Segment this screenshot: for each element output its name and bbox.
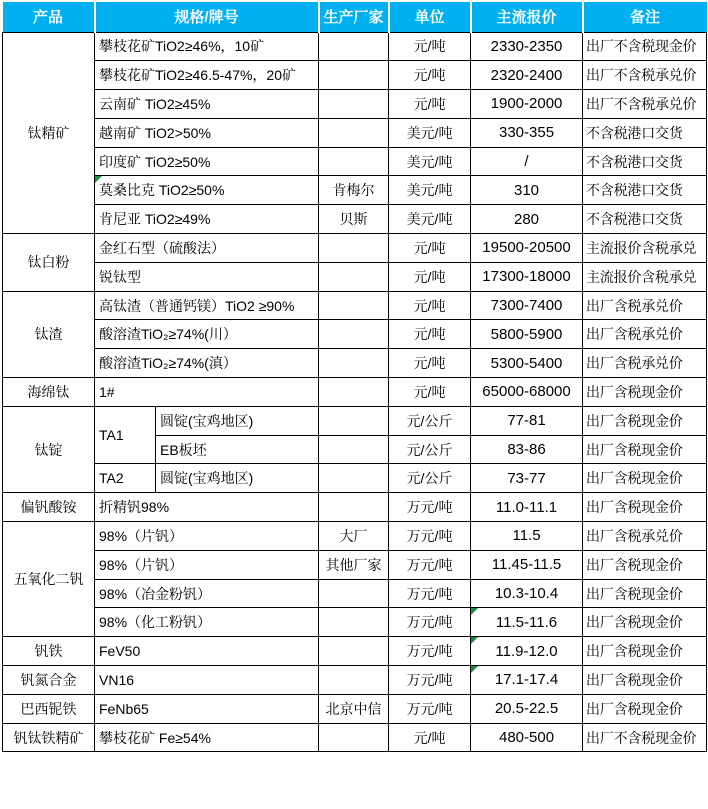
cell-text: 出厂不含税承兑价 [586,95,697,112]
unit-cell[interactable] [389,320,471,349]
price-cell[interactable] [471,262,583,291]
price-cell[interactable] [471,90,583,119]
cell-text: 元/吨 [413,239,446,256]
table-row [3,464,707,493]
cell-text: 元/公斤 [406,412,453,429]
cell-text: 元/吨 [413,67,446,84]
manufacturer-cell[interactable] [319,90,389,119]
spec-cell[interactable] [95,637,319,666]
table-row [3,90,707,119]
note-cell[interactable] [583,723,707,752]
cell-text: 钛锭 [34,441,63,458]
cell-text: 万元/吨 [406,614,453,631]
price-cell[interactable] [471,406,583,435]
cell-text: 元/吨 [413,729,446,746]
spec-cell[interactable] [156,435,319,464]
grade-cell[interactable] [95,464,156,493]
table-row [3,579,707,608]
table-row [3,522,707,551]
manufacturer-cell[interactable] [319,464,389,493]
price-cell[interactable] [471,205,583,234]
unit-cell[interactable] [389,637,471,666]
cell-text: 肯梅尔 [332,182,375,199]
cell-text: FeNb65 [99,700,149,717]
unit-cell[interactable] [389,349,471,378]
unit-cell[interactable] [389,406,471,435]
unit-cell[interactable] [389,32,471,61]
spec-cell[interactable] [95,205,319,234]
spec-cell[interactable] [95,608,319,637]
cell-text: 元/吨 [413,95,446,112]
comment-marker-icon [471,608,478,615]
table-row [3,694,707,723]
cell-text: 北京中信 [325,700,382,717]
table-row [3,205,707,234]
cell-text: 出厂含税承兑价 [586,355,683,372]
cell-text: 攀枝花矿TiO2≥46%，10矿 [99,38,265,55]
cell-text: TA1 [99,427,124,444]
manufacturer-cell[interactable] [319,61,389,90]
note-cell[interactable] [583,579,707,608]
table-row [3,147,707,176]
unit-cell[interactable] [389,666,471,695]
note-cell[interactable] [583,32,707,61]
price-cell[interactable] [471,32,583,61]
product-cell[interactable] [3,723,95,752]
table-row [3,291,707,320]
cell-text: 11.5-11.6 [495,613,558,631]
note-cell[interactable] [583,349,707,378]
cell-text: 不含税港口交货 [586,124,683,141]
price-cell[interactable] [471,435,583,464]
cell-text: 1900-2000 [490,95,563,113]
cell-text: 1# [99,383,115,400]
note-cell[interactable] [583,550,707,579]
unit-cell[interactable] [389,205,471,234]
spec-cell[interactable] [95,32,319,61]
comment-marker-icon [95,176,102,183]
note-cell[interactable] [583,234,707,263]
grade-cell[interactable] [95,406,156,464]
table-row [3,608,707,637]
spec-cell[interactable] [95,90,319,119]
product-cell[interactable] [3,378,95,407]
cell-text: 65000-68000 [482,383,571,401]
price-cell[interactable] [471,291,583,320]
cell-text: 73-77 [507,469,546,487]
cell-text: 元/吨 [413,326,446,343]
cell-text: 偏钒酸铵 [20,499,77,516]
cell-text: 元/公斤 [406,441,453,458]
column-header-unit[interactable]: 单位 [389,2,471,32]
cell-text: 出厂含税现金价 [586,412,683,429]
note-cell[interactable] [583,205,707,234]
table-body [3,32,707,752]
cell-text: 出厂含税承兑价 [586,326,683,343]
cell-text: 出厂含税承兑价 [586,297,683,314]
comment-marker-icon [471,637,478,644]
note-cell[interactable] [583,464,707,493]
unit-cell[interactable] [389,90,471,119]
cell-text: 元/吨 [413,268,446,285]
cell-text: 万元/吨 [406,527,453,544]
product-cell[interactable] [3,32,95,234]
cell-text: 元/吨 [413,383,446,400]
cell-text: 11.5 [512,527,541,545]
note-cell[interactable] [583,522,707,551]
product-cell[interactable] [3,406,95,492]
cell-text: 出厂含税承兑价 [586,527,683,544]
cell-text: 钒氮合金 [20,671,77,688]
cell-text: 主流报价含税承兑 [586,239,697,256]
price-cell[interactable] [471,666,583,695]
table-row [3,32,707,61]
cell-text: 出厂含税现金价 [586,700,683,717]
cell-text: 五氧化二钒 [13,571,84,588]
manufacturer-cell[interactable] [319,291,389,320]
note-cell[interactable] [583,176,707,205]
spec-cell[interactable] [156,406,319,435]
header-row [3,2,707,32]
product-cell[interactable] [3,522,95,637]
price-cell[interactable] [471,378,583,407]
column-header-price[interactable]: 主流报价 [471,2,583,32]
note-cell[interactable] [583,435,707,464]
cell-text: 19500-20500 [482,239,571,257]
price-table [2,2,707,752]
manufacturer-cell[interactable] [319,435,389,464]
spec-cell[interactable] [95,493,319,522]
spec-cell[interactable] [95,147,319,176]
cell-text: 310 [514,181,540,199]
spec-cell[interactable] [95,262,319,291]
unit-cell[interactable] [389,464,471,493]
spec-cell[interactable] [95,666,319,695]
cell-text: 云南矿 TiO2≥45% [99,95,211,112]
cell-text: 98%（化工粉钒） [99,614,212,631]
cell-text: 巴西铌铁 [20,700,77,717]
spec-cell[interactable] [95,176,319,205]
cell-text: 印度矿 TiO2≥50% [99,153,211,170]
cell-text: 万元/吨 [406,499,453,516]
product-cell[interactable] [3,291,95,377]
table-row [3,320,707,349]
cell-text: 出厂含税现金价 [586,556,683,573]
cell-text: 美元/吨 [406,182,453,199]
cell-text: 11.0-11.1 [495,498,558,516]
cell-text: 出厂含税现金价 [586,671,683,688]
cell-text: 钛精矿 [27,124,70,141]
note-cell[interactable] [583,378,707,407]
note-cell[interactable] [583,262,707,291]
cell-text: 5300-5400 [490,354,563,372]
note-cell[interactable] [583,118,707,147]
price-cell[interactable] [471,637,583,666]
unit-cell[interactable] [389,608,471,637]
manufacturer-cell[interactable] [319,637,389,666]
column-header-note[interactable]: 备注 [583,2,707,32]
spec-cell[interactable] [95,723,319,752]
cell-text: 出厂含税现金价 [586,383,683,400]
product-cell[interactable] [3,666,95,695]
note-cell[interactable] [583,608,707,637]
unit-cell[interactable] [389,176,471,205]
cell-text: 元/公斤 [406,470,453,487]
unit-cell[interactable] [389,579,471,608]
manufacturer-cell[interactable] [319,349,389,378]
spec-cell[interactable] [95,694,319,723]
cell-text: 金红石型（硫酸法） [99,239,225,256]
column-header-manufacturer[interactable]: 生产厂家 [319,2,389,32]
cell-text: 肯尼亚 TiO2≥49% [99,211,211,228]
cell-text: 7300-7400 [490,297,563,315]
price-cell[interactable] [471,493,583,522]
cell-text: 万元/吨 [406,643,453,660]
unit-cell[interactable] [389,61,471,90]
cell-text: 万元/吨 [406,700,453,717]
manufacturer-cell[interactable] [319,694,389,723]
spec-cell[interactable] [95,320,319,349]
cell-text: TA2 [99,470,124,487]
manufacturer-cell[interactable] [319,608,389,637]
cell-text: / [524,153,529,171]
manufacturer-cell[interactable] [319,522,389,551]
cell-text: 330-355 [498,124,555,142]
manufacturer-cell[interactable] [319,118,389,147]
note-cell[interactable] [583,493,707,522]
note-cell[interactable] [583,694,707,723]
spec-cell[interactable] [95,349,319,378]
table-row [3,234,707,263]
unit-cell[interactable] [389,522,471,551]
unit-cell[interactable] [389,118,471,147]
cell-text: 10.3-10.4 [494,585,559,603]
table-row [3,723,707,752]
column-header-spec[interactable]: 规格/牌号 [95,2,319,32]
note-cell[interactable] [583,637,707,666]
cell-text: 大厂 [339,527,368,544]
note-cell[interactable] [583,147,707,176]
cell-text: 钛白粉 [27,254,70,271]
cell-text: 不含税港口交货 [586,211,683,228]
cell-text: 出厂含税现金价 [586,470,683,487]
note-cell[interactable] [583,406,707,435]
cell-text: 钛渣 [34,326,63,343]
manufacturer-cell[interactable] [319,176,389,205]
table-header [3,2,707,32]
cell-text: 98%（片钒） [99,527,184,544]
price-cell[interactable] [471,61,583,90]
cell-text: 2330-2350 [490,37,563,55]
cell-text: FeV50 [99,643,141,660]
cell-text: 圆锭(宝鸡地区) [160,412,254,429]
cell-text: 11.45-11.5 [491,556,562,574]
manufacturer-cell[interactable] [319,406,389,435]
product-cell[interactable] [3,637,95,666]
manufacturer-cell[interactable] [319,666,389,695]
spec-cell[interactable] [95,118,319,147]
cell-text: 锐钛型 [99,268,141,285]
manufacturer-cell[interactable] [319,205,389,234]
cell-text: 万元/吨 [406,671,453,688]
spec-cell[interactable] [95,61,319,90]
product-cell[interactable] [3,493,95,522]
price-cell[interactable] [471,694,583,723]
price-cell[interactable] [471,464,583,493]
cell-text: 20.5-22.5 [494,700,559,718]
table-row [3,637,707,666]
comment-marker-icon [471,666,478,673]
price-cell[interactable] [471,118,583,147]
price-cell[interactable] [471,234,583,263]
unit-cell[interactable] [389,493,471,522]
manufacturer-cell[interactable] [319,320,389,349]
cell-text: 11.9-12.0 [495,642,558,660]
cell-text: 5800-5900 [490,325,563,343]
price-cell[interactable] [471,147,583,176]
spec-cell[interactable] [95,522,319,551]
cell-text: 17300-18000 [482,268,571,286]
unit-cell[interactable] [389,550,471,579]
table-row [3,378,707,407]
cell-text: 贝斯 [339,211,368,228]
cell-text: 主流报价含税承兑 [586,268,697,285]
product-cell[interactable] [3,694,95,723]
cell-text: 98%（片钒） [99,556,184,573]
cell-text: 圆锭(宝鸡地区) [160,470,254,487]
note-cell[interactable] [583,320,707,349]
cell-text: 出厂含税现金价 [586,441,683,458]
manufacturer-cell[interactable] [319,32,389,61]
cell-text: 酸溶渣TiO₂≥74%(川） [99,326,237,343]
cell-text: 莫桑比克 TiO2≥50% [99,182,225,199]
cell-text: 不含税港口交货 [586,153,683,170]
cell-text: 钒钛铁精矿 [13,729,84,746]
manufacturer-cell[interactable] [319,262,389,291]
table-row [3,550,707,579]
table-row [3,262,707,291]
spec-cell[interactable] [95,378,319,407]
cell-text: 出厂含税现金价 [586,614,683,631]
cell-text: 攀枝花矿 Fe≥54% [99,729,211,746]
cell-text: 折精钒98% [99,499,170,516]
table-row [3,406,707,435]
cell-text: 酸溶渣TiO₂≥74%(滇） [99,355,237,372]
price-cell[interactable] [471,176,583,205]
spec-cell[interactable] [95,234,319,263]
manufacturer-cell[interactable] [319,723,389,752]
table-row [3,493,707,522]
column-header-product[interactable]: 产品 [3,2,95,32]
unit-cell[interactable] [389,694,471,723]
cell-text: VN16 [99,671,135,688]
note-cell[interactable] [583,61,707,90]
unit-cell[interactable] [389,147,471,176]
unit-cell[interactable] [389,234,471,263]
table-row [3,61,707,90]
price-cell[interactable] [471,608,583,637]
cell-text: 海绵钛 [27,383,70,400]
cell-text: 美元/吨 [406,211,453,228]
spec-cell[interactable] [95,550,319,579]
spec-cell[interactable] [95,291,319,320]
spec-cell[interactable] [95,579,319,608]
cell-text: 其他厂家 [325,556,382,573]
manufacturer-cell[interactable] [319,550,389,579]
manufacturer-cell[interactable] [319,493,389,522]
cell-text: 万元/吨 [406,585,453,602]
cell-text: 出厂含税现金价 [586,499,683,516]
price-cell[interactable] [471,522,583,551]
cell-text: 17.1-17.4 [494,671,559,689]
table-row [3,666,707,695]
cell-text: 280 [514,210,540,228]
cell-text: 元/吨 [413,355,446,372]
table-row [3,118,707,147]
cell-text: 98%（冶金粉钒） [99,585,212,602]
note-cell[interactable] [583,291,707,320]
unit-cell[interactable] [389,435,471,464]
table-row [3,349,707,378]
note-cell[interactable] [583,666,707,695]
manufacturer-cell[interactable] [319,378,389,407]
cell-text: 出厂含税现金价 [586,585,683,602]
cell-text: 2320-2400 [490,66,563,84]
price-cell[interactable] [471,550,583,579]
unit-cell[interactable] [389,378,471,407]
note-cell[interactable] [583,90,707,119]
cell-text: 83-86 [507,441,546,459]
cell-text: 越南矿 TiO2>50% [99,124,211,141]
cell-text: 美元/吨 [406,153,453,170]
cell-text: 出厂含税现金价 [586,643,683,660]
table-row [3,176,707,205]
manufacturer-cell[interactable] [319,579,389,608]
cell-text: 出厂不含税现金价 [586,729,697,746]
manufacturer-cell[interactable] [319,147,389,176]
unit-cell[interactable] [389,262,471,291]
cell-text: 攀枝花矿TiO2≥46.5-47%，20矿 [99,67,297,84]
unit-cell[interactable] [389,723,471,752]
price-cell[interactable] [471,723,583,752]
spec-cell[interactable] [156,464,319,493]
cell-text: 钒铁 [34,643,63,660]
cell-text: 美元/吨 [406,124,453,141]
cell-text: 高钛渣（普通钙镁）TiO2 ≥90% [99,297,295,314]
cell-text: EB板坯 [160,441,207,458]
price-cell[interactable] [471,349,583,378]
price-cell[interactable] [471,579,583,608]
cell-text: 77-81 [507,412,546,430]
cell-text: 出厂不含税承兑价 [586,67,697,84]
product-cell[interactable] [3,234,95,292]
manufacturer-cell[interactable] [319,234,389,263]
price-cell[interactable] [471,320,583,349]
unit-cell[interactable] [389,291,471,320]
cell-text: 元/吨 [413,38,446,55]
cell-text: 480-500 [498,729,555,747]
cell-text: 不含税港口交货 [586,182,683,199]
cell-text: 出厂不含税现金价 [586,38,697,55]
cell-text: 元/吨 [413,297,446,314]
cell-text: 万元/吨 [406,556,453,573]
